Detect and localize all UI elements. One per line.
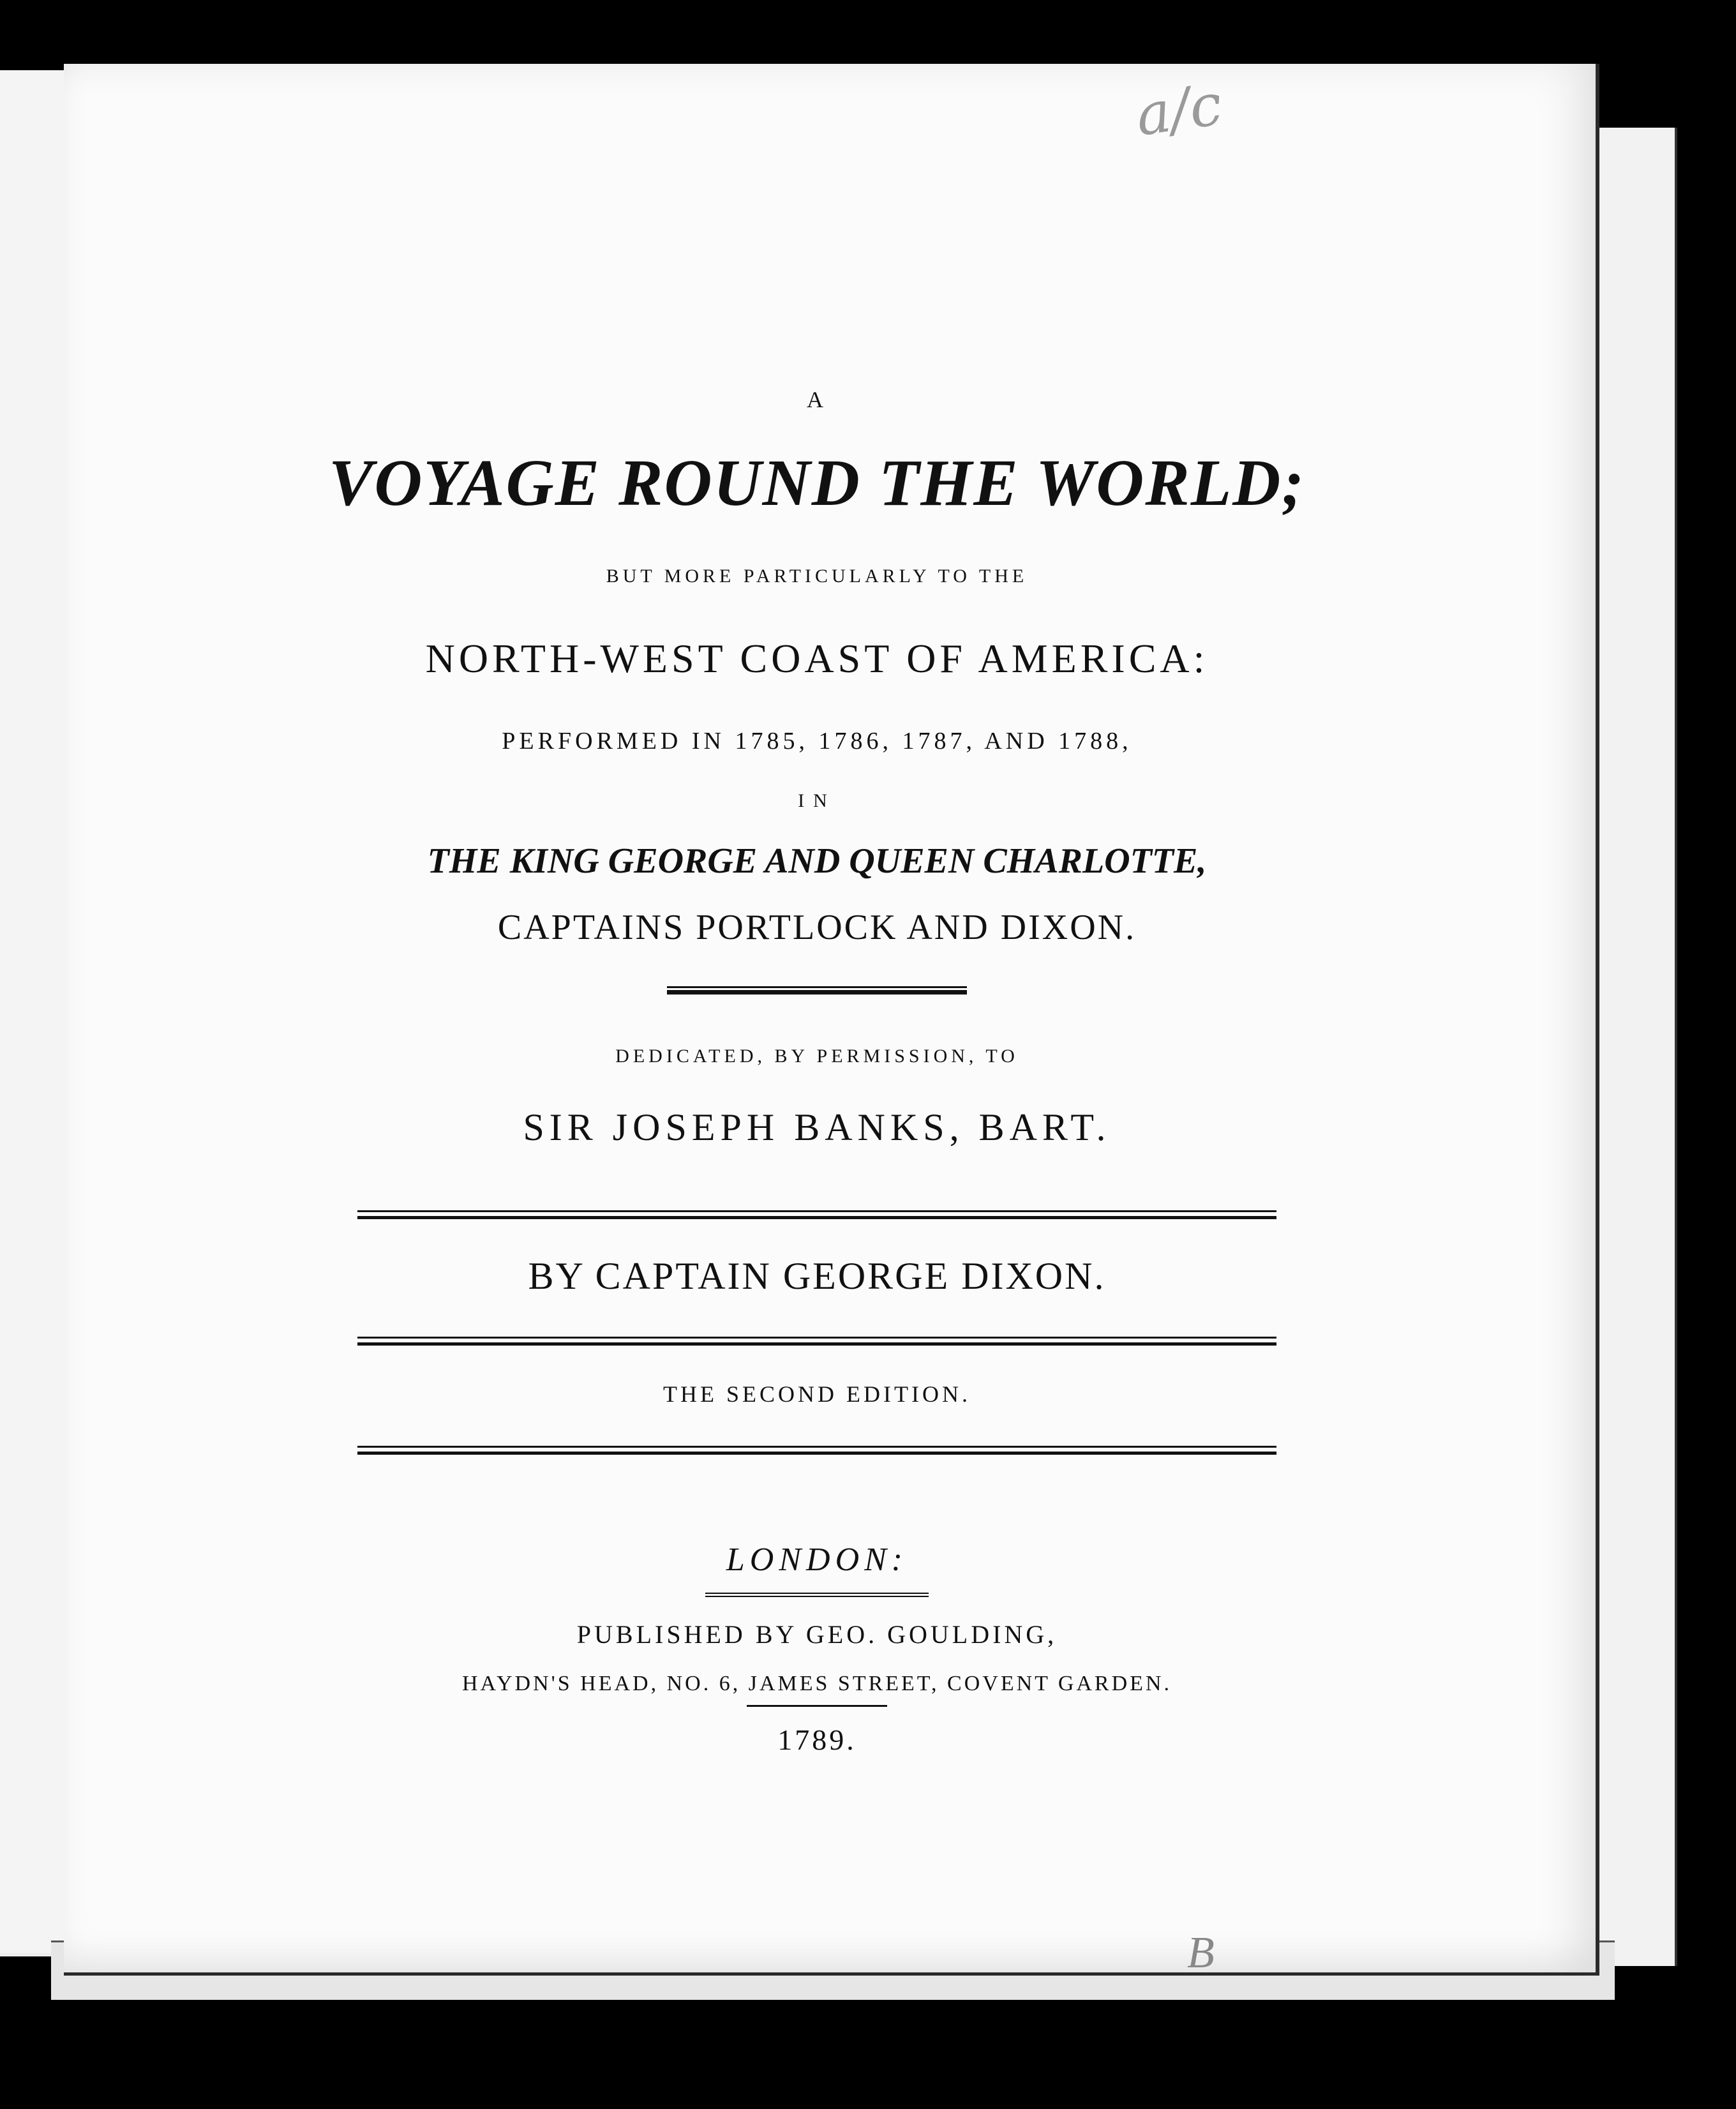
double-rule [357,1337,1276,1346]
edition-line: THE SECOND EDITION. [663,1381,971,1407]
imprint-year: 1789. [777,1723,857,1756]
dedicatee-line: SIR JOSEPH BANKS, BART. [523,1106,1111,1148]
double-rule [357,1210,1276,1219]
title-page-text [268,370,1366,1757]
handwritten-shelfmark: a/c [1132,71,1227,149]
year-rule [747,1705,887,1707]
author-line: BY CAPTAIN GEORGE DIXON. [528,1255,1106,1297]
in-line: IN [798,790,836,811]
book-title: VOYAGE ROUND THE WORLD; [328,446,1306,520]
imprint-rule [705,1593,929,1597]
subtitle: BUT MORE PARTICULARLY TO THE [606,566,1028,587]
region-line: NORTH-WEST COAST OF AMERICA: [425,636,1209,681]
double-rule [357,1446,1276,1455]
pencil-mark: B [1187,1928,1215,1978]
title-page [64,64,1599,1976]
captains-line: CAPTAINS PORTLOCK AND DIXON. [497,908,1137,947]
dedication-line: DEDICATED, BY PERMISSION, TO [615,1046,1019,1067]
dates-line: PERFORMED IN 1785, 1786, 1787, AND 1788, [502,728,1132,754]
publisher-line: PUBLISHED BY GEO. GOULDING, [576,1620,1058,1649]
ships-line: THE KING GEORGE AND QUEEN CHARLOTTE, [427,841,1207,881]
imprint-city: LONDON: [726,1542,908,1578]
ornamental-rule [667,986,967,994]
title-article: A [807,387,827,412]
address-line: HAYDN'S HEAD, NO. 6, JAMES STREET, COVENT GARDEN. [462,1672,1172,1695]
